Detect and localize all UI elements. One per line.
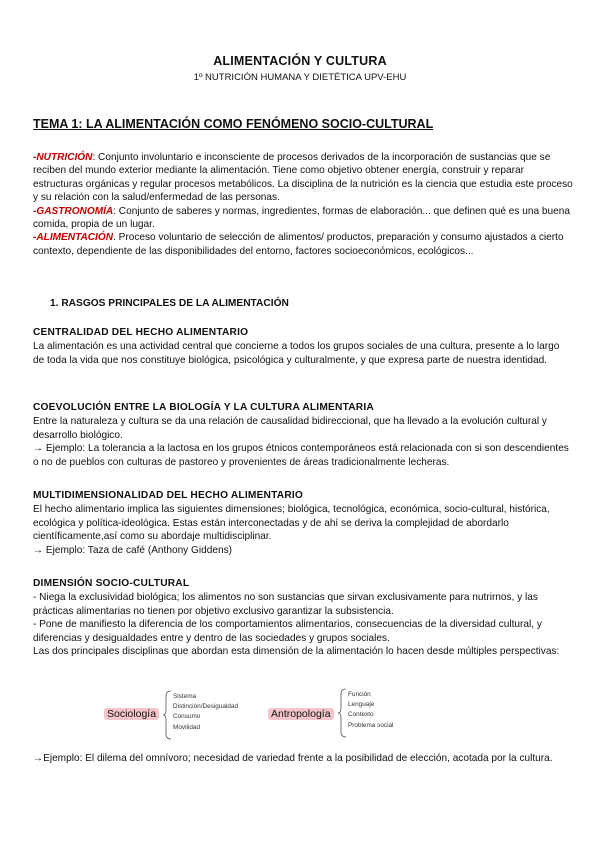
- block-centralidad: [33, 326, 573, 367]
- final-example: →Ejemplo: El dilema del omnívoro; necesidad de variedad frente a la posibilidad de elección, acotada por la cultura.: [33, 753, 553, 764]
- block-heading: CENTRALIDAD DEL HECHO ALIMENTARIO: [33, 327, 249, 338]
- document-title: ALIMENTACIÓN Y CULTURA: [213, 54, 387, 68]
- block-paragraph: Entre la naturaleza y cultura se da una relación de causalidad bidireccional, que ha llevado a la evolución cultural y desarrollo biológico.: [33, 416, 547, 441]
- list-item: Lenguaje: [348, 701, 375, 709]
- list-item: Sistema: [173, 693, 197, 700]
- block-dimension-socio-cultural: [33, 577, 573, 658]
- definition-alimentacion: [33, 231, 573, 258]
- block-paragraph: - Niega la exclusividad biológica; los alimentos no son sustancias que sirvan exclusivamente para nutrirnos, y las prácticas alimentarias no tienen por objetivo exclusivo garantizar la subsistencia.: [33, 592, 538, 617]
- list-item: Función: [348, 691, 371, 698]
- definition-text: : Conjunto de saberes y normas, ingredientes, formas de elaboración... que definen qué es una buena comida, propia de un lugar.: [33, 205, 570, 231]
- definition-term: GASTRONOMÍA: [36, 205, 114, 217]
- definition-prefix: -: [33, 232, 37, 244]
- definitions: [33, 151, 573, 258]
- antropologia-items: [348, 690, 393, 731]
- list-item: Contexto: [348, 711, 374, 719]
- block-paragraph: Las dos principales disciplinas que abordan esta dimensión de la alimentación lo hacen desde múltiples perspectivas:: [33, 646, 560, 658]
- list-item: Movilidad: [173, 723, 200, 731]
- brace-icon: [338, 688, 348, 738]
- block-heading: DIMENSIÓN SOCIO-CULTURAL: [33, 578, 190, 589]
- definition-prefix: -: [33, 205, 37, 217]
- block-example: → Ejemplo: La tolerancia a la lactosa en los grupos étnicos contemporáneos está relacionada con si son descendientes o no de pueblos con culturas de pastoreo y provenientes de áreas tradicionalmente lecheras.: [33, 443, 569, 468]
- definition-gastronomia: [33, 205, 573, 232]
- definition-text: : Conjunto involuntario e inconsciente de procesos derivados de la incorporación de sustancias que se reciben del mundo exterior mediante la alimentación. Tiene como objetivo obtener energía, construir y reparar estructuras orgánicas y regular procesos metabólicos. La disciplina de la nutrición es la ciencia que estudia este proceso y su relación con la salud/enfermedad de las personas.: [33, 152, 573, 204]
- tema-title: TEMA 1: LA ALIMENTACIÓN COMO FENÓMENO SOCIO-CULTURAL: [33, 117, 434, 131]
- definition-term: NUTRICIÓN: [36, 152, 93, 163]
- definition-text: . Proceso voluntario de selección de alimentos/ productos, preparación y consumo ajustados a cierto contexto, dependiente de las disponibilidades del entorno, factores socioeconómicos, ecológicos...: [33, 232, 564, 257]
- sociologia-label: Sociología: [104, 708, 159, 720]
- list-item: Problema social: [348, 721, 394, 729]
- disciplines-diagram: [0, 688, 600, 748]
- list-item: Consumo: [173, 713, 201, 721]
- block-heading: MULTIDIMENSIONALIDAD DEL HECHO ALIMENTARIO: [33, 490, 304, 501]
- definition-nutricion: [33, 151, 573, 205]
- document-subtitle: 1º NUTRICIÓN HUMANA Y DIETÉTICA UPV-EHU: [193, 72, 407, 83]
- block-paragraph: La alimentación es una actividad central que concierne a todos los grupos sociales de una cultura, presente a lo largo de toda la vida que nos constituye biológica, psicológica y culturalmente, y que expresa parte de nuestra identidad.: [33, 341, 560, 366]
- brace-icon: [163, 690, 173, 740]
- block-paragraph: El hecho alimentario implica las siguientes dimensiones; biológica, tecnológica, económica, socio-cultural, histórica, ecológica y política-ideológica. Estas están interconectadas y de ahí se deriva la complejidad de abordarlo científicamente,así como su abordaje multidisciplinar.: [33, 504, 550, 543]
- definition-prefix: -: [33, 152, 37, 163]
- section-heading-rasgos: 1. RASGOS PRINCIPALES DE LA ALIMENTACIÓN: [50, 298, 289, 309]
- list-item: Distinción/Desigualdad: [173, 703, 239, 711]
- definition-term: ALIMENTACIÓN: [36, 232, 114, 244]
- block-coevolucion: [33, 401, 573, 469]
- antropologia-label: Antropología: [268, 708, 334, 720]
- block-heading: COEVOLUCIÓN ENTRE LA BIOLOGÍA Y LA CULTURA ALIMENTARIA: [33, 402, 374, 413]
- block-multidimensionalidad: [33, 489, 573, 557]
- block-paragraph: - Pone de manifiesto la diferencia de los comportamientos alimentarios, consecuencias de la diversidad cultural, y diferencias y desigualdades entre y dentro de las sociedades y grupos sociales.: [33, 619, 542, 644]
- block-example: → Ejemplo: Taza de café (Anthony Giddens): [33, 544, 232, 556]
- sociologia-items: [173, 692, 238, 733]
